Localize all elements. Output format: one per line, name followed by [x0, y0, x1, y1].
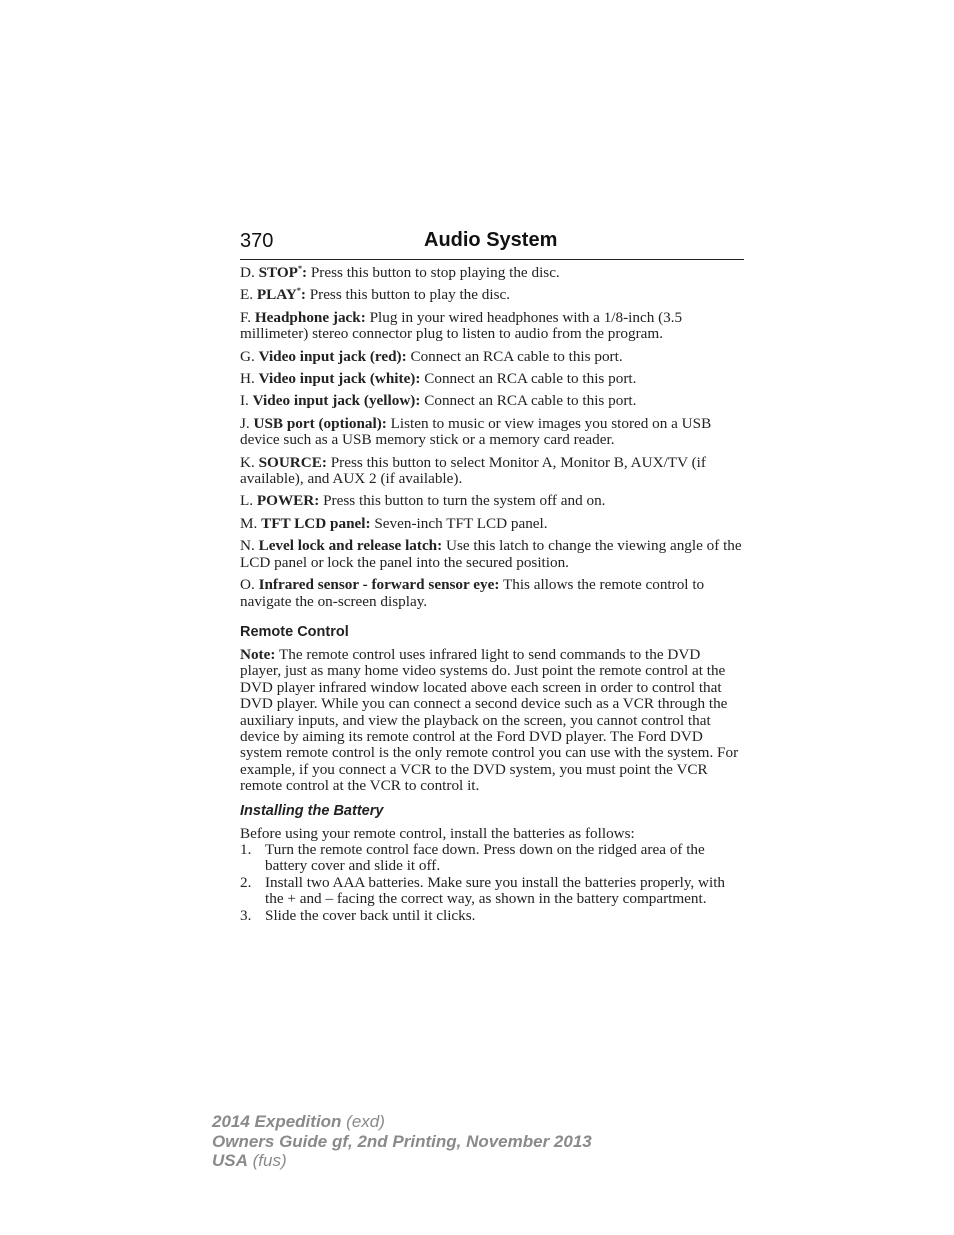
control-item: M. TFT LCD panel: Seven-inch TFT LCD panel.: [240, 514, 548, 532]
footer-line-market: USA (fus): [212, 1151, 287, 1170]
page-title: Audio System: [424, 229, 558, 251]
control-item: K. SOURCE: Press this button to select Monitor A, Monitor B, AUX/TV (if available), and AUX 2 (if available).: [240, 453, 706, 488]
control-item: J. USB port (optional): Listen to music or view images you stored on a USB device such as a USB memory stick or a memory card reader.: [240, 414, 712, 449]
page-footer: [212, 1112, 592, 1171]
list-item: 2. Install two AAA batteries. Make sure you install the batteries properly, with the + and – facing the correct way, as shown in the battery compartment.: [240, 873, 726, 908]
control-item: O. Infrared sensor - forward sensor eye: This allows the remote control to navigate the on-screen display.: [240, 576, 705, 610]
footer-line-model: 2014 Expedition (exd): [212, 1112, 385, 1131]
control-item: F. Headphone jack: Plug in your wired headphones with a 1/8-inch (3.5 millimeter) stereo connector plug to listen to audio from the program.: [240, 308, 683, 343]
page-number: 370: [240, 230, 274, 252]
battery-steps: [240, 842, 745, 924]
list-item: 3. Slide the cover back until it clicks.: [240, 906, 476, 924]
footer-line-edition: Owners Guide gf, 2nd Printing, November 2013: [212, 1131, 592, 1151]
remote-control-note: Note: The remote control uses infrared light to send commands to the DVD player, just as many home video systems do. Just point the remote control at the DVD player infrared window located above each screen in order to control that DVD player. While you can connect a second device such as a VCR through the auxiliary inputs, and view the playback on the screen, you cannot control that device by aiming its remote control at the Ford DVD player. The Ford DVD system remote control is the only remote control you can use with the system. For example, if you connect a VCR to the DVD system, you must point the VCR remote control at the VCR to control it.: [240, 645, 739, 795]
control-item: D. STOP*: Press this button to stop playing the disc.: [240, 264, 560, 281]
control-item-list: [240, 265, 745, 610]
control-item: G. Video input jack (red): Connect an RCA cable to this port.: [240, 347, 623, 365]
battery-intro: Before using your remote control, install the batteries as follows:: [240, 824, 635, 842]
page-header: [240, 228, 744, 260]
control-item: H. Video input jack (white): Connect an RCA cable to this port.: [240, 370, 637, 388]
list-item: 1. Turn the remote control face down. Press down on the ridged area of the battery cover and slide it off.: [240, 840, 705, 875]
control-item: L. POWER: Press this button to turn the system off and on.: [240, 492, 606, 510]
control-item: N. Level lock and release latch: Use this latch to change the viewing angle of the LCD panel or lock the panel into the secured position.: [240, 537, 742, 571]
installing-battery-heading: Installing the Battery: [240, 802, 384, 819]
control-item: E. PLAY*: Press this button to play the disc.: [240, 286, 511, 304]
page-body: [240, 265, 745, 924]
control-item: I. Video input jack (yellow): Connect an RCA cable to this port.: [240, 392, 637, 410]
remote-control-heading: Remote Control: [240, 623, 349, 640]
